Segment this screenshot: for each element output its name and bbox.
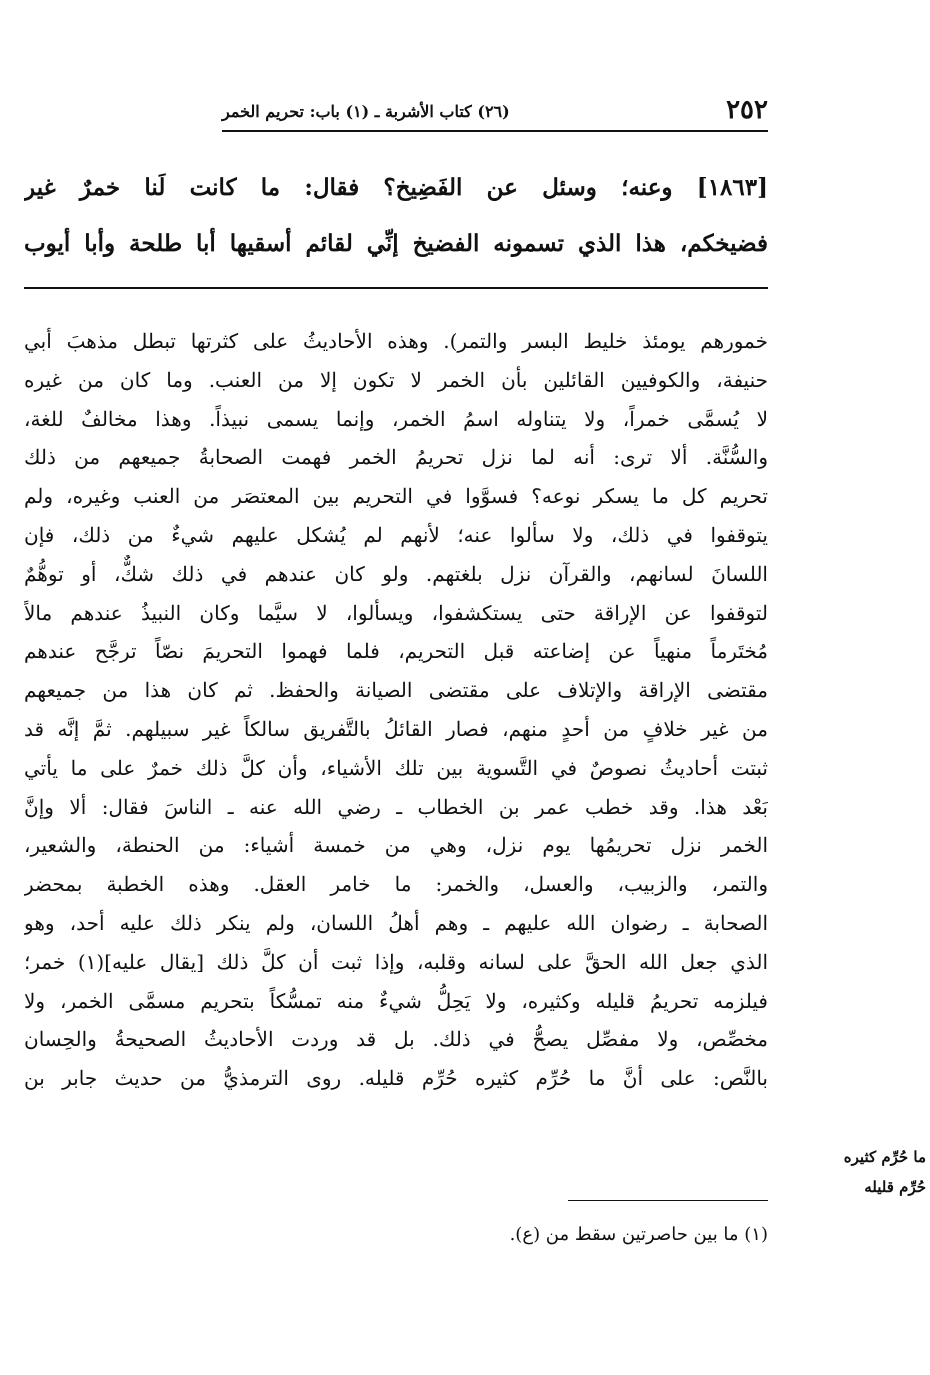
commentary-line: حنيفة، والكوفيين القائلين بأن الخمر لا تكون إلا من العنب. وما كان من غيره [24,367,768,392]
commentary-text [24,322,768,1098]
commentary-line: تحريم كل ما يسكر نوعه؟ فسوَّوا في التحريم بين المعتصَر من العنب وغيره، ولم [24,484,768,509]
commentary-line: مخصِّص، ولا مفصِّل يصحُّ في ذلك. بل قد وردت الأحاديثُ الصحيحةُ والحِسان [24,1027,768,1052]
section-separator [24,287,768,289]
hadith-line: فضيخكم، هذا الذي تسمونه الفضيخ إنِّي لقائم أسقيها أبا طلحة وأبا أيوب [24,230,768,257]
commentary-line: بَعْد هذا. وقد خطب عمر بن الخطاب ـ رضي الله عنه ـ الناسَ فقال: ألا وإنَّ [24,794,768,819]
commentary-line: الخمر نزل تحريمُها يوم نزل، وهي من خمسة أشياء: من الحنطة، والشعير، [24,833,768,858]
page-header [222,96,768,132]
commentary-line: خمورهم يومئذ خليط البسر والتمر). وهذه الأحاديثُ على كثرتها تبطل مذهبَ أبي [24,329,768,353]
commentary-line: فيلزمه تحريمُ قليله وكثيره، ولا يَحِلُّ شيءٌ منه تمسُّكاً بتحريم مسمَّى الخمر، ولا [24,988,768,1013]
margin-note-line: ما حُرِّم كثيره [843,1148,926,1166]
commentary-line: بالنَّص: على أنَّ ما حُرِّم كثيره حُرِّم قليله. روى الترمذيُّ من حديث جابر بن [24,1066,768,1091]
commentary-line: مقتضى الإراقة والإتلاف على مقتضى الصيانة والحفظ. ثم كان هذا من جميعهم [24,678,768,703]
commentary-line: يتوقفوا في ذلك، ولا سألوا عنه؛ لأنهم لم يُشكل عليهم شيءٌ من ذلك، فإن [24,522,768,547]
commentary-line: من غير خلافٍ من أحدٍ منهم، فصار القائلُ بالتَّفريق سالكاً غير سبيلهم. ثمَّ إنَّه قد [24,716,768,741]
footnote-rule [568,1200,768,1201]
running-title: (٢٦) كتاب الأشربة ـ (١) باب: تحريم الخمر [222,102,510,121]
commentary-line: والتمر، والزبيب، والعسل، والخمر: ما خامر العقل. وهذه الخطبة بمحضر [24,872,768,897]
hadith-line: [١٨٦٣] وعنه؛ وسئل عن الفَضِيخ؟ فقال: ما كانت لَنا خمرٌ غير [24,174,768,201]
commentary-line: الذي جعل الله الحقَّ على لسانه وقلبه، وإذا ثبت أن كلَّ ذلك [يقال عليه](١) خمر؛ [24,949,768,974]
margin-note [776,1142,926,1202]
page-number: ٢٥٢ [726,95,768,125]
commentary-line: مُختَرماً منهياً عن إضاعته قبل التحريم، فلما فهموا التحريمَ نصّاً ترجَّح عندهم [24,639,768,664]
commentary-line: لتوقفوا عن الإراقة حتى يستكشفوا، ويسألوا، لا سيَّما وكان النبيذُ عندهم مالاً [24,600,768,625]
commentary-line: لا يُسمَّى خمراً، ولا يتناوله اسمُ الخمر، وإنما يسمى نبيذاً. وهذا مخالفٌ للغة، [24,406,768,431]
commentary-line: الصحابة ـ رضوان الله عليهم ـ وهم أهلُ اللسان، ولم ينكر ذلك عليه أحد، وهو [24,910,768,935]
commentary-line: والسُّنَّة. ألا ترى: أنه لما نزل تحريمُ الخمر فهمت الصحابةُ جميعهم من ذلك [24,445,768,470]
commentary-line: ثبتت أحاديثُ نصوصٌ في التَّسوية بين تلك الأشياء، وأن كلَّ ذلك خمرٌ على ما يأتي [24,755,768,780]
commentary-line: اللسانَ لسانهم، والقرآن نزل بلغتهم. ولو كان عندهم في ذلك شكٌّ، أو توهُّمٌ [24,561,768,586]
margin-note-line: حُرِّم قليله [864,1178,926,1196]
hadith-text [24,160,768,272]
footnote: (١) ما بين حاصرتين سقط من (ع). [509,1224,768,1245]
